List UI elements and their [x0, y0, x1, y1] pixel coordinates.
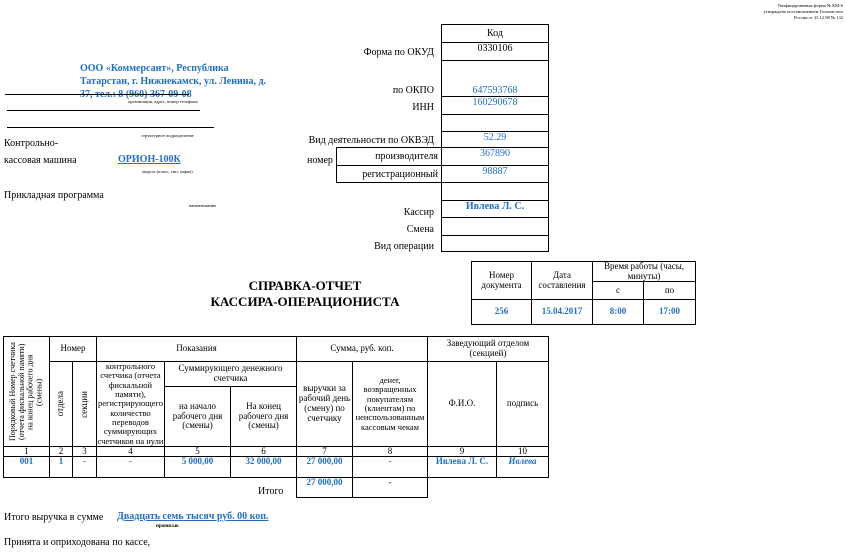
table-cell[interactable]: - — [352, 456, 428, 478]
blank-code — [441, 182, 549, 201]
serial-header — [3, 336, 50, 447]
number-header: Номер — [49, 336, 97, 362]
maker-label: производителя — [336, 147, 442, 166]
title-line: КАССИРА-ОПЕРАЦИОНИСТА — [210, 294, 400, 309]
reg-label: регистрационный — [336, 165, 442, 183]
time-to-header: по — [643, 281, 696, 300]
cashier-label: Кассир — [403, 207, 434, 218]
operation-label: Вид операции — [374, 241, 434, 252]
table-cell[interactable]: - — [96, 456, 165, 478]
section-header-text: секции — [78, 390, 89, 418]
okpo-code[interactable]: 647593768 — [441, 60, 549, 97]
okved-code[interactable]: 52.29 — [441, 131, 549, 148]
work-time-header: Время работы (часы, минуты) — [592, 261, 696, 282]
approval-note — [764, 3, 843, 21]
fio-header: Ф.И.О. — [427, 361, 497, 447]
approval-line: Унифицированная форма № КМ-6 — [777, 3, 843, 8]
doc-number-header: Номер документа — [471, 261, 532, 300]
column-number: 1 — [3, 446, 50, 457]
table-cell[interactable]: 1 — [49, 456, 73, 478]
kkm-value[interactable]: ОРИОН-100К — [118, 154, 181, 165]
document-title — [180, 278, 430, 310]
doc-number[interactable]: 256 — [471, 299, 532, 325]
table-cell[interactable]: Ивлева — [496, 456, 549, 478]
serial-header-text: Порядковый Номер счетчика (отчета фискальной памяти) на конец рабочего дня (смены) — [7, 342, 44, 441]
returned-header: денег, возвращенных покупателям (клиентам) по неиспользованным кассовым чекам — [352, 361, 428, 447]
subdivision-caption: структурное подразделение — [141, 133, 194, 138]
end-header: На конец рабочего дня (смены) — [230, 386, 297, 447]
kkm-label: Контрольно- — [4, 138, 59, 149]
table-cell[interactable]: - — [72, 456, 97, 478]
okpo-label: по ОКПО — [392, 85, 434, 96]
total-revenue[interactable]: 27 000,00 — [296, 477, 353, 498]
time-to[interactable]: 17:00 — [643, 299, 696, 325]
total-sum-words[interactable]: Двадцать семь тысяч руб. 00 коп. — [117, 511, 269, 522]
doc-date-header: Дата составления — [531, 261, 593, 300]
column-number: 8 — [352, 446, 428, 457]
inn-code[interactable]: 160290678 — [441, 96, 549, 115]
control-header: контрольного счетчика (отчета фискальной памяти), регистрирующего количество переводов суммирующих счетчиков на нули — [97, 361, 164, 446]
column-number: 9 — [427, 446, 497, 457]
total-sum-caption: прописью — [156, 524, 179, 529]
shift-label: Смена — [406, 224, 434, 235]
summing-header: Суммирующего денежного счетчика — [164, 361, 297, 387]
cashier-code[interactable]: Ивлева Л. С. — [441, 200, 549, 218]
column-number: 10 — [496, 446, 549, 457]
table-cell[interactable]: 27 000,00 — [296, 456, 353, 478]
reg-code[interactable]: 98887 — [441, 165, 549, 183]
section-header — [72, 361, 97, 447]
okved-label: Вид деятельности по ОКВЭД — [308, 135, 434, 146]
total-returned[interactable]: - — [352, 477, 428, 498]
column-number: 2 — [49, 446, 73, 457]
column-number: 4 — [96, 446, 165, 457]
table-cell[interactable]: 32 000,00 — [230, 456, 297, 478]
column-number: 6 — [230, 446, 297, 457]
total-sum-label: Итого выручка в сумме — [4, 512, 104, 523]
table-cell[interactable]: 001 — [3, 456, 50, 478]
doc-date[interactable]: 15.04.2017 — [531, 299, 593, 325]
title-line: СПРАВКА-ОТЧЕТ — [248, 278, 362, 293]
time-from-header: с — [592, 281, 644, 300]
sum-header: Сумма, руб. коп. — [296, 336, 428, 362]
blank-code — [441, 114, 549, 132]
total-label: Итого — [258, 486, 284, 497]
okud-label: Форма по ОКУД — [363, 47, 434, 58]
start-header: на начало рабочего дня (смены) — [164, 386, 231, 447]
column-number: 5 — [164, 446, 231, 457]
maker-code[interactable]: 367890 — [441, 147, 549, 166]
okud-code: 0330106 — [441, 42, 549, 61]
operation-code[interactable] — [441, 235, 549, 252]
head-header: Заведующий отделом (секцией) — [427, 336, 549, 362]
inn-label: ИНН — [412, 102, 434, 113]
divider — [7, 127, 214, 128]
organization-value[interactable]: ООО «Коммерсант», Республика Татарстан, г. Нижнекамск, ул. Ленина, д. 37, тел.: 8 (960) 367-09-08 — [80, 63, 267, 100]
sign-header: подпись — [496, 361, 549, 447]
app-label: Прикладная программа — [4, 190, 104, 201]
kkm-label: кассовая машина — [4, 155, 77, 166]
readings-header: Показания — [96, 336, 297, 362]
column-number: 7 — [296, 446, 353, 457]
table-cell[interactable]: Ивлева Л. С. — [427, 456, 497, 478]
divider — [5, 94, 189, 95]
time-from[interactable]: 8:00 — [592, 299, 644, 325]
table-cell[interactable]: 5 000,00 — [164, 456, 231, 478]
divider — [7, 110, 200, 111]
organization-caption: организация, адрес, номер телефона — [128, 99, 198, 104]
shift-code[interactable] — [441, 217, 549, 236]
revenue-header: выручки за рабочий день (смену) по счетчику — [296, 361, 353, 447]
nomer-label: номер — [307, 155, 333, 166]
app-caption: наименование — [189, 203, 217, 208]
accepted-label: Принята и оприходована по кассе, — [4, 537, 151, 548]
column-number: 3 — [72, 446, 97, 457]
approval-line: России от 25.12.98 № 132 — [793, 15, 843, 20]
dept-header — [49, 361, 73, 447]
code-header: Код — [441, 24, 549, 43]
kkm-caption: модель (класс, тип, марка) — [142, 169, 193, 174]
dept-header-text: отдела — [55, 391, 66, 417]
approval-line: утверждена постановлением Госкомстата — [763, 9, 843, 14]
